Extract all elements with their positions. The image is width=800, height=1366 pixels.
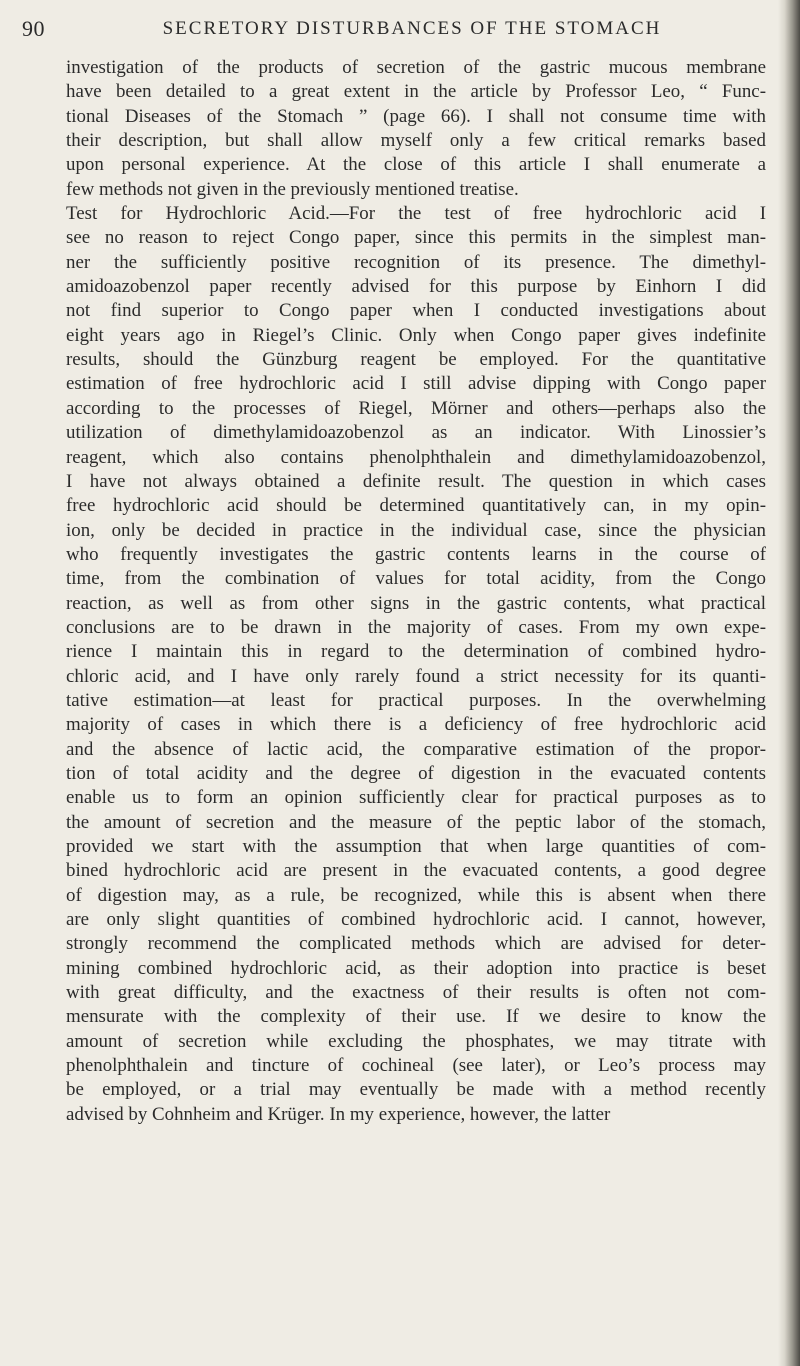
text-line: advised by Cohnheim and Krüger. In my experience, however, the latter [66, 1103, 611, 1125]
text-line: who frequently investigates the gastric contents learns in the course of [66, 543, 766, 565]
text-line: I have not always obtained a definite result. The question in which cases [66, 470, 766, 492]
text-line: bined hydrochloric acid are present in the evacuated contents, a good degree [66, 860, 766, 882]
text-line: estimation of free hydrochloric acid I still advise dipping with Congo paper [66, 373, 766, 395]
text-line: ion, only be decided in practice in the individual case, since the physician [66, 519, 766, 541]
text-line: see no reason to reject Congo paper, since this permits in the simplest man- [66, 227, 766, 249]
text-line: chloric acid, and I have only rarely found a strict necessity for its quanti- [66, 665, 766, 687]
page-number: 90 [22, 16, 45, 41]
text-line: tative estimation—at least for practical purposes. In the overwhelming [66, 689, 766, 711]
text-line: and the absence of lactic acid, the comparative estimation of the propor- [66, 738, 766, 760]
text-line: mining combined hydrochloric acid, as their adoption into practice is beset [66, 957, 766, 979]
text-line: the amount of secretion and the measure of the peptic labor of the stomach, [66, 811, 766, 833]
page-edge-shadow [778, 0, 800, 1366]
body-text [66, 56, 766, 1127]
text-line: phenolphthalein and tincture of cochineal (see later), or Leo’s process may [66, 1055, 766, 1077]
page-header [22, 16, 762, 46]
text-line: amount of secretion while excluding the phosphates, we may titrate with [66, 1030, 766, 1052]
text-line: according to the processes of Riegel, Mörner and others—perhaps also the [66, 397, 766, 419]
text-line: tional Diseases of the Stomach ” (page 66). I shall not consume time with [66, 105, 766, 127]
text-line: strongly recommend the complicated methods which are advised for deter- [66, 933, 766, 955]
text-line: are only slight quantities of combined hydrochloric acid. I cannot, however, [66, 909, 766, 931]
text-line: amidoazobenzol paper recently advised for this purpose by Einhorn I did [66, 276, 766, 298]
text-line: reagent, which also contains phenolphthalein and dimethylamidoazobenzol, [66, 446, 766, 468]
text-line: majority of cases in which there is a deficiency of free hydrochloric acid [66, 714, 766, 736]
text-line: ner the sufficiently positive recognition of its presence. The dimethyl- [66, 251, 766, 273]
text-line: of digestion may, as a rule, be recognized, while this is absent when there [66, 884, 766, 906]
text-line: tion of total acidity and the degree of digestion in the evacuated contents [66, 762, 766, 784]
text-line: results, should the Günzburg reagent be employed. For the quantitative [66, 349, 766, 371]
text-line: mensurate with the complexity of their use. If we desire to know the [66, 1006, 766, 1028]
text-line: have been detailed to a great extent in the article by Professor Leo, “ Func- [66, 81, 766, 103]
text-line: with great difficulty, and the exactness of their results is often not com- [66, 982, 766, 1004]
text-line: few methods not given in the previously mentioned treatise. [66, 178, 519, 200]
text-line: enable us to form an opinion sufficiently clear for practical purposes as to [66, 787, 766, 809]
text-line: their description, but shall allow myself only a few critical remarks based [66, 130, 766, 152]
text-line: free hydrochloric acid should be determined quantitatively can, in my opin- [66, 495, 766, 517]
text-line: reaction, as well as from other signs in the gastric contents, what practical [66, 592, 766, 614]
text-line: utilization of dimethylamidoazobenzol as an indicator. With Linossier’s [66, 422, 766, 444]
text-line: time, from the combination of values for total acidity, from the Congo [66, 568, 766, 590]
text-line: eight years ago in Riegel’s Clinic. Only when Congo paper gives indefinite [66, 324, 766, 346]
running-head: SECRETORY DISTURBANCES OF THE STOMACH [162, 18, 662, 39]
text-line: Test for Hydrochloric Acid.—For the test of free hydrochloric acid I [66, 203, 766, 225]
text-line: provided we start with the assumption that when large quantities of com- [66, 836, 766, 857]
text-line: investigation of the products of secretion of the gastric mucous membrane [66, 57, 766, 78]
text-line: not find superior to Congo paper when I conducted investigations about [66, 300, 766, 322]
text-line: conclusions are to be drawn in the majority of cases. From my own expe- [66, 616, 766, 638]
text-line: be employed, or a trial may eventually be made with a method recently [66, 1079, 766, 1101]
text-line: upon personal experience. At the close of this article I shall enumerate a [66, 154, 766, 176]
text-line: rience I maintain this in regard to the determination of combined hydro- [66, 641, 766, 663]
